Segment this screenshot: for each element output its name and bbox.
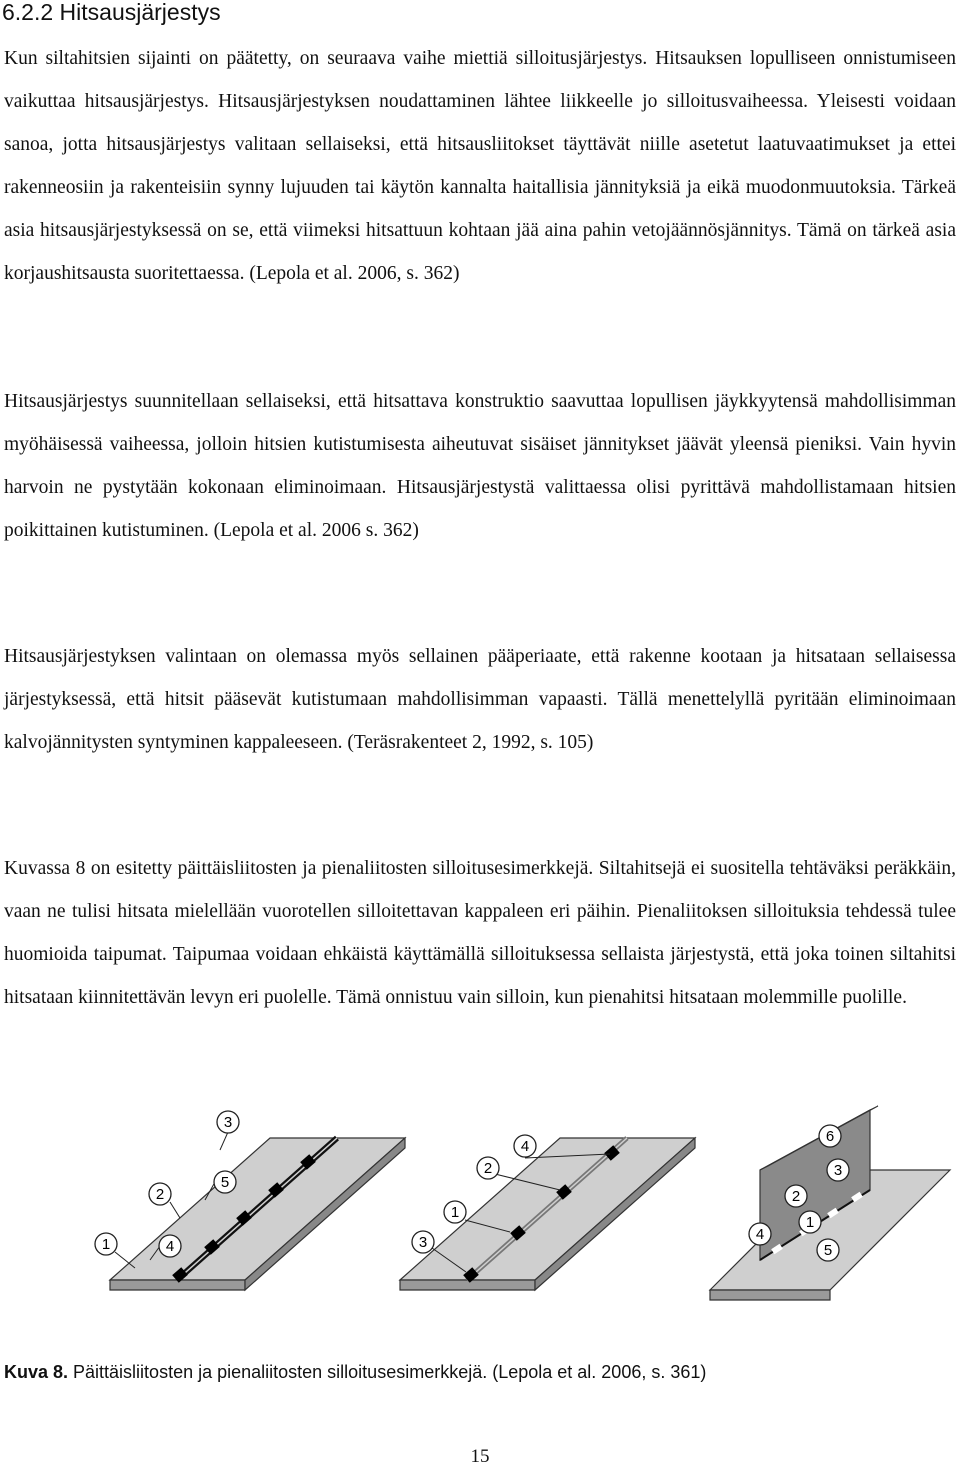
caption-label: Kuva 8. [4, 1362, 69, 1382]
number-marker [217, 1111, 239, 1150]
marker-label: 4 [520, 1138, 530, 1155]
number-marker [817, 1239, 839, 1261]
marker-label: 6 [825, 1128, 835, 1145]
marker-label: 1 [805, 1214, 815, 1231]
section-heading: 6.2.2 Hitsausjärjestys [2, 0, 221, 25]
page-number: 15 [470, 1446, 490, 1467]
paragraph-2: Hitsausjärjestys suunnitellaan sellaiseksi, että hitsattava konstruktio saavuttaa lopullisen jäykkyytensä mahdollisimman myöhäisessä vaiheessa, jolloin hitsien kutistumisesta aiheutuvat sisäiset jännitykset jäävät yleensä pieniksi. Vain hyvin harvoin ne pystytään kokonaan eliminoimaan. Hitsausjärjestystä valittaessa olisi pyrittävä mahdollistamaan hitsien poikittainen kutistuminen. (Lepola et al. 2006 s. 362) [4, 391, 956, 541]
marker-label: 3 [833, 1162, 843, 1179]
number-marker [827, 1159, 849, 1181]
figure-tack-weld-sequences [101, 1110, 950, 1340]
number-marker [149, 1183, 180, 1218]
number-marker [785, 1185, 807, 1207]
marker-label: 1 [450, 1204, 460, 1221]
marker-label: 5 [823, 1242, 833, 1259]
number-marker [819, 1125, 841, 1147]
marker-label: 3 [418, 1234, 428, 1251]
number-marker [749, 1223, 771, 1245]
marker-label: 2 [483, 1160, 493, 1177]
marker-label: 4 [165, 1238, 175, 1255]
number-marker [95, 1233, 135, 1268]
diagram-fillet-joint [710, 1106, 950, 1300]
paragraph-3: Hitsausjärjestyksen valintaan on olemassa myös sellainen pääperiaate, että rakenne kootaan ja hitsataan sellaisessa järjestyksessä, että hitsit pääsevät kutistumaan mahdollisimman vapaasti. Tällä menettelyllä pyritään eliminoimaan kalvojännitysten syntyminen kappaleeseen. (Teräsrakenteet 2, 1992, s. 105) [4, 646, 956, 753]
caption-text: Päittäisliitosten ja pienaliitosten silloitusesimerkkejä. (Lepola et al. 2006, s. 361) [68, 1362, 707, 1382]
paragraph-1: Kun siltahitsien sijainti on päätetty, on seuraava vaihe miettiä silloitusjärjestys. Hitsauksen lopulliseen onnistumiseen vaikuttaa hitsausjärjestys. Hitsausjärjestyksen noudattaminen lähtee liikkeelle jo silloitusvaiheessa. Yleisesti voidaan sanoa, jotta hitsausjärjestys valitaan sellaiseksi, että hitsausliitokset täyttävät niille asetetut laatuvaatimukset ja ettei rakenneosiin ja rakenteisiin synny lujuuden tai käytön kannalta haitallisia jännityksiä ja eikä muodonmuutoksia. Tärkeä asia hitsausjärjestyksessä on se, että viimeksi hitsattuun kohtaan jää aina pahin vetojäännösjännitys. Tämä on tärkeä asia korjaushitsausta suoritettaessa. (Lepola et al. 2006, s. 362) [4, 48, 956, 284]
marker-label: 3 [223, 1114, 233, 1131]
diagram-butt-joint-2 [400, 1135, 695, 1290]
marker-label: 1 [101, 1236, 111, 1253]
marker-label: 4 [755, 1226, 765, 1243]
marker-label: 2 [791, 1188, 801, 1205]
number-marker [799, 1211, 821, 1233]
marker-label: 5 [220, 1174, 230, 1191]
figure-caption [4, 1358, 706, 1386]
marker-label: 2 [155, 1186, 165, 1203]
diagram-butt-joint-1 [95, 1111, 405, 1290]
paragraph-4: Kuvassa 8 on esitetty päittäisliitosten ja pienaliitosten silloitusesimerkkejä. Siltahitsejä ei suositella tehtäväksi peräkkäin, vaan ne tulisi hitsata mielellään vuorotellen silloitettavan kappaleen eri päihin. Pienaliitoksen silloituksia tehdessä tulee huomioida taipumat. Taipumaa voidaan ehkäistä käyttämällä silloituksessa sellaista järjestystä, että joka toinen siltahitsi hitsataan kiinnitettävän levyn eri puolelle. Tämä onnistuu vain silloin, kun pienahitsi hitsataan molemmille puolille. [4, 858, 956, 1008]
